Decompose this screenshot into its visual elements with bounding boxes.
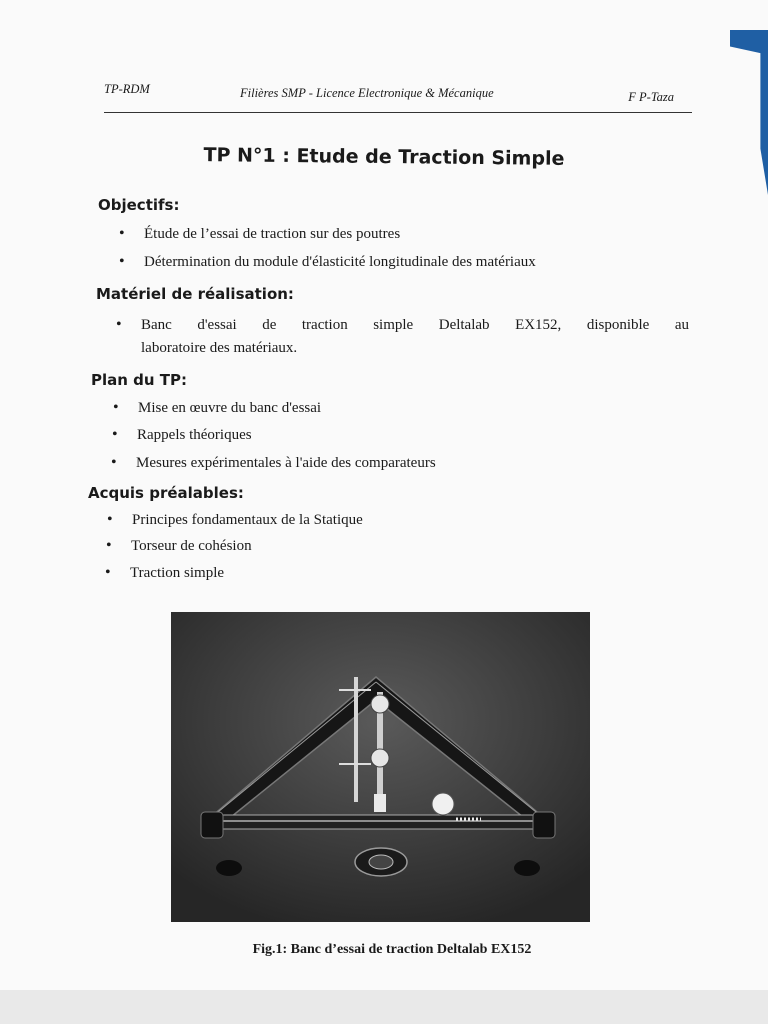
acquis-item: • Torseur de cohésion: [131, 538, 252, 555]
materiel-line-2: laboratoire des matériaux.: [141, 340, 298, 356]
test-bench-illustration: [171, 612, 590, 922]
plan-heading: Plan du TP:: [91, 371, 188, 389]
objectifs-heading: Objectifs:: [98, 196, 180, 214]
objectif-item: • Étude de l’essai de traction sur des poutres: [144, 226, 400, 243]
plan-item: • Mise en œuvre du banc d'essai: [138, 400, 321, 417]
header-left: TP-RDM: [104, 82, 150, 96]
acquis-heading: Acquis préalables:: [88, 484, 244, 502]
materiel-paragraph: [141, 314, 689, 360]
plan-item: • Rappels théoriques: [137, 427, 252, 444]
materiel-heading: Matériel de réalisation:: [96, 285, 294, 303]
header-right: F P-Taza: [628, 90, 674, 104]
objectif-item: • Détermination du module d'élasticité longitudinale des matériaux: [144, 254, 536, 271]
figure-caption: Fig.1: Banc d’essai de traction Deltalab EX152: [252, 942, 532, 957]
acquis-item: • Traction simple: [130, 565, 224, 582]
document-title: TP N°1 : Etude de Traction Simple: [203, 144, 565, 170]
acquis-item: • Principes fondamentaux de la Statique: [132, 512, 363, 529]
test-bench-photo: [171, 612, 590, 922]
materiel-line-1: • Banc d'essai de traction simple Deltalab EX152, disponible au: [141, 317, 689, 333]
plan-item: • Mesures expérimentales à l'aide des comparateurs: [136, 455, 436, 472]
header-center: Filières SMP - Licence Electronique & Mécanique: [240, 86, 494, 100]
page-header: [104, 78, 692, 113]
